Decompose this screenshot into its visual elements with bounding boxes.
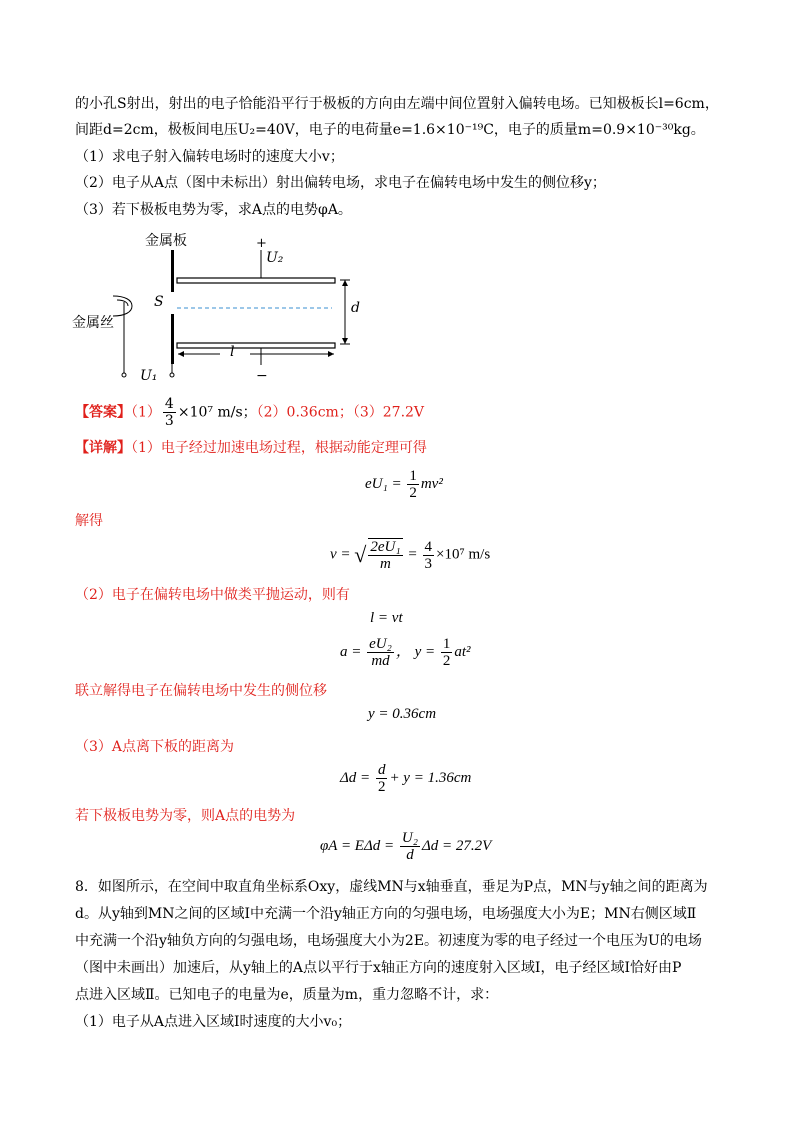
answer-line	[75, 396, 424, 429]
equation-5: y = 0.36cm	[368, 706, 437, 722]
equation-2: v = √ $\frac{\text{2eU₁}}{m}$ = $\frac{4}{3}$ ×10⁷ m/s	[330, 538, 491, 572]
label-u2: U₂	[266, 250, 284, 266]
label-l: l	[230, 344, 235, 360]
problem-8-line-1: 8．如图所示，在空间中取直角坐标系Oxy，虚线MN与x轴垂直，垂足为P点，MN与y轴之间的距离为	[75, 879, 708, 895]
problem-8-question-1: （1）电子从A点进入区域Ⅰ时速度的大小v₀；	[75, 1014, 352, 1030]
answer-1-rest: ×10⁷ m/s；	[177, 404, 257, 421]
question-1: （1）求电子射入偏转电场时的速度大小v；	[75, 149, 344, 165]
l-dimension	[70, 230, 370, 390]
problem-8-line-3: 中充满一个沿y轴负方向的匀强电场，电场强度大小为2E。初速度为零的电子经过一个电压为U的电场	[75, 933, 702, 949]
label-d: d	[351, 300, 360, 316]
label-s: S	[154, 294, 164, 310]
answer-tag: 【答案】	[75, 404, 131, 421]
detail-step-3: （3）A点离下板的距离为	[75, 739, 235, 755]
question-3: （3）若下极板电势为零，求A点的电势φA。	[75, 202, 352, 218]
equation-6: Δd = $\frac{d}{2}$ + y = 1.36cm	[340, 762, 472, 795]
label-u1: U₁	[140, 368, 158, 384]
label-metal-wire: 金属丝	[72, 315, 114, 331]
detail-tag: 【详解】	[75, 440, 131, 456]
detail-step-1: 【详解】（1）电子经过加速电场过程，根据动能定理可得	[75, 440, 427, 456]
problem-8-line-4: （图中未画出）加速后，从y轴上的A点以平行于x轴正方向的速度射入区域Ⅰ，电子经区域Ⅰ恰好由P	[75, 960, 682, 976]
answer-3: （3）27.2V	[352, 404, 425, 421]
detail-step-2b: 联立解得电子在偏转电场中发生的侧位移	[75, 683, 327, 699]
detail-step-2: （2）电子在偏转电场中做类平抛运动，则有	[75, 587, 350, 603]
problem-7-line-1: 的小孔S射出，射出的电子恰能沿平行于极板的方向由左端中间位置射入偏转电场。已知极板长l=6cm，	[75, 96, 719, 112]
equation-4: a = $\frac{\text{eU₂}}{md}$ ， y = $\frac{1}{2}$ at²	[340, 636, 471, 669]
problem-8-line-5: 点进入区域Ⅱ。已知电子的电量为e，质量为m，重力忽略不计，求：	[75, 987, 499, 1003]
apparatus-diagram	[70, 230, 370, 390]
plus-sign: +	[256, 236, 267, 251]
equation-7: φA = EΔd = $\frac{\text{U₂}}{d}$ Δd = 27.2V	[320, 830, 492, 863]
equation-1: eU₁ = $\frac{1}{2}$ mv²	[365, 468, 443, 501]
problem-7-line-2: 间距d=2cm，极板间电压U₂=40V，电子的电荷量e=1.6×10⁻¹⁹C，电子的质量m=0.9×10⁻³⁰kg。	[75, 122, 705, 138]
answer-1-fraction: $\frac{4}{3}$	[164, 396, 174, 429]
solve-label: 解得	[75, 513, 103, 529]
answer-2: （2）0.36cm；	[256, 404, 353, 421]
minus-sign: −	[256, 368, 268, 384]
question-2: （2）电子从A点（图中未标出）射出偏转电场，求电子在偏转电场中发生的侧位移y；	[75, 175, 606, 191]
label-metal-plate: 金属板	[145, 233, 187, 249]
answer-1-prefix: （1）	[131, 404, 161, 421]
problem-8-line-2: d。从y轴到MN之间的区域Ⅰ中充满一个沿y轴正方向的匀强电场，电场强度大小为E；MN右侧区域Ⅱ	[75, 906, 697, 922]
equation-3: l = vt	[370, 610, 403, 626]
detail-step-3b: 若下极板电势为零，则A点的电势为	[75, 808, 296, 824]
